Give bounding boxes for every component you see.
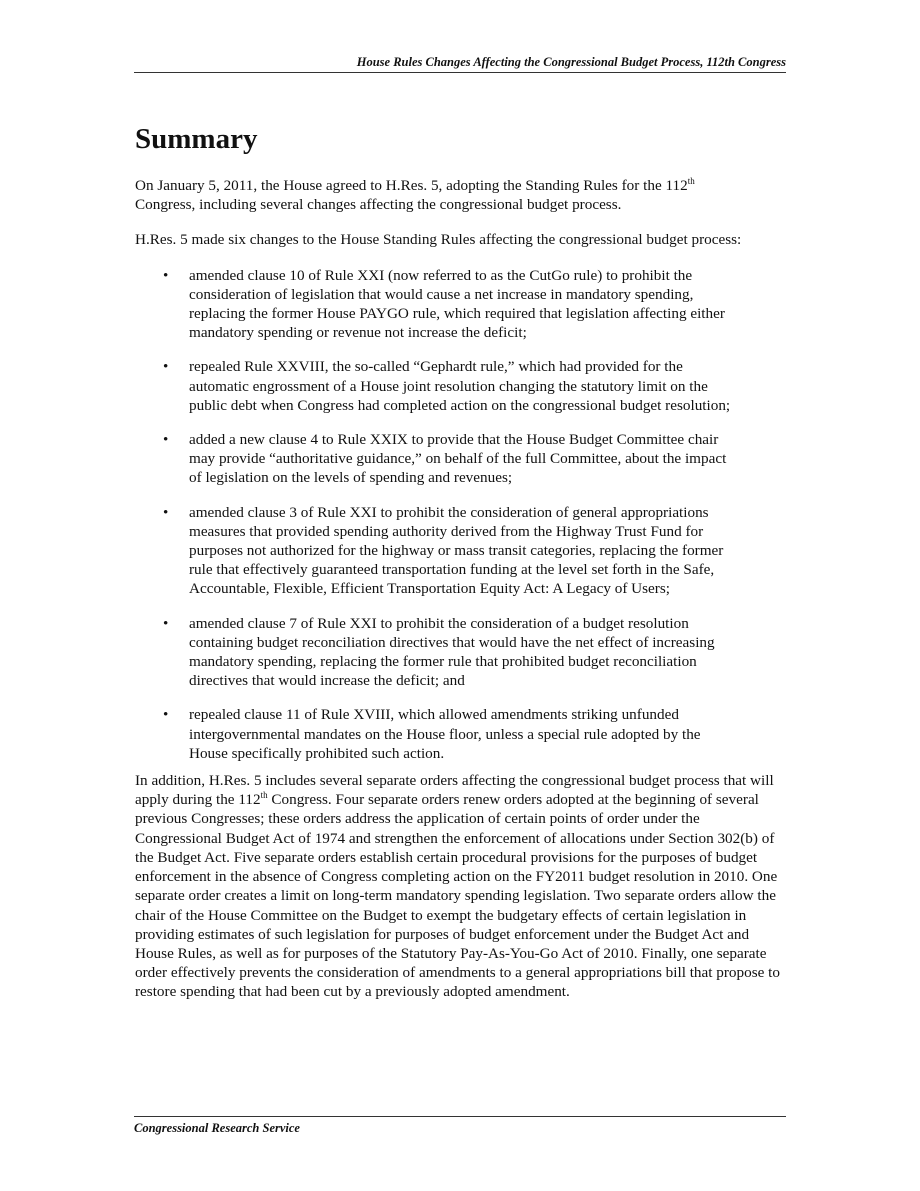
list-item: • repealed clause 11 of Rule XVIII, which allowed amendments striking unfunded intergovernmental mandates on the House floor, unless a special rule adopted by the House specifically prohibited such action. <box>163 706 701 762</box>
section-title: Summary <box>135 123 258 155</box>
bullet-icon: • <box>163 266 169 284</box>
summary-body <box>135 176 787 1002</box>
list-item: • amended clause 7 of Rule XXI to prohibit the consideration of a budget resolution containing budget reconciliation directives that would have the net effect of increasing mandatory spending, replacing the former rule that prohibited budget reconciliation directives that would increase the deficit; and <box>163 614 715 690</box>
intro-paragraph: On January 5, 2011, the House agreed to H.Res. 5, adopting the Standing Rules for the 112th Congress, including several changes affecting the congressional budget process. <box>135 175 695 214</box>
bullet-icon: • <box>163 614 169 632</box>
bullet-icon: • <box>163 503 169 521</box>
list-item: • repealed Rule XXVIII, the so-called “Gephardt rule,” which had provided for the automatic engrossment of a House joint resolution changing the statutory limit on the public debt when Congress had completed action on the congressional budget resolution; <box>163 358 731 414</box>
closing-paragraph: In addition, H.Res. 5 includes several separate orders affecting the congressional budget process that will apply during the 112th Congress. Four separate orders renew orders adopted at the beginning of several previous Congresses; these orders address the application of certain points of order under the Congressional Budget Act of 1974 and strengthen the enforcement of allocations under Section 302(b) of the Budget Act. Five separate orders establish certain procedural provisions for the purposes of budget enforcement in the absence of Congress completing action on the FY2011 budget resolution in 2010. One separate order creates a limit on long-term mandatory spending legislation. Two separate orders allow the chair of the House Committee on the Budget to exempt the budgetary effects of certain legislation in providing estimates of such legislation for purposes of budget enforcement under the Budget Act and House Rules, as well as for purposes of the Statutory Pay-As-You-Go Act of 2010. Finally, one separate order effectively prevents the consideration of amendments to a general appropriations bill that propose to restore spending that had been cut by a previously adopted amendment. <box>135 772 780 1001</box>
lead-paragraph: H.Res. 5 made six changes to the House Standing Rules affecting the congressional budget process: <box>135 231 742 249</box>
bullet-icon: • <box>163 706 169 724</box>
page-footer <box>134 1116 786 1136</box>
footer-org: Congressional Research Service <box>134 1121 300 1135</box>
changes-list <box>135 266 787 763</box>
running-header <box>134 55 786 73</box>
bullet-icon: • <box>163 431 169 449</box>
list-item: • amended clause 10 of Rule XXI (now referred to as the CutGo rule) to prohibit the consideration of legislation that would cause a net increase in mandatory spending, replacing the former House PAYGO rule, which required that legislation affecting either mandatory spending or revenue not increase the deficit; <box>163 266 725 342</box>
list-item: • added a new clause 4 to Rule XXIX to provide that the House Budget Committee chair may provide “authoritative guidance,” on behalf of the full Committee, about the impact of legislation on the levels of spending and revenues; <box>163 431 727 487</box>
bullet-icon: • <box>163 358 169 376</box>
list-item: • amended clause 3 of Rule XXI to prohibit the consideration of general appropriations measures that provided spending authority derived from the Highway Trust Fund for purposes not authorized for the highway or mass transit categories, replacing the former rule that effectively guaranteed transportation funding at the level set forth in the Safe, Accountable, Flexible, Efficient Transportation Equity Act: A Legacy of Users; <box>163 503 724 598</box>
running-header-title: House Rules Changes Affecting the Congressional Budget Process, 112th Congress <box>356 55 786 69</box>
